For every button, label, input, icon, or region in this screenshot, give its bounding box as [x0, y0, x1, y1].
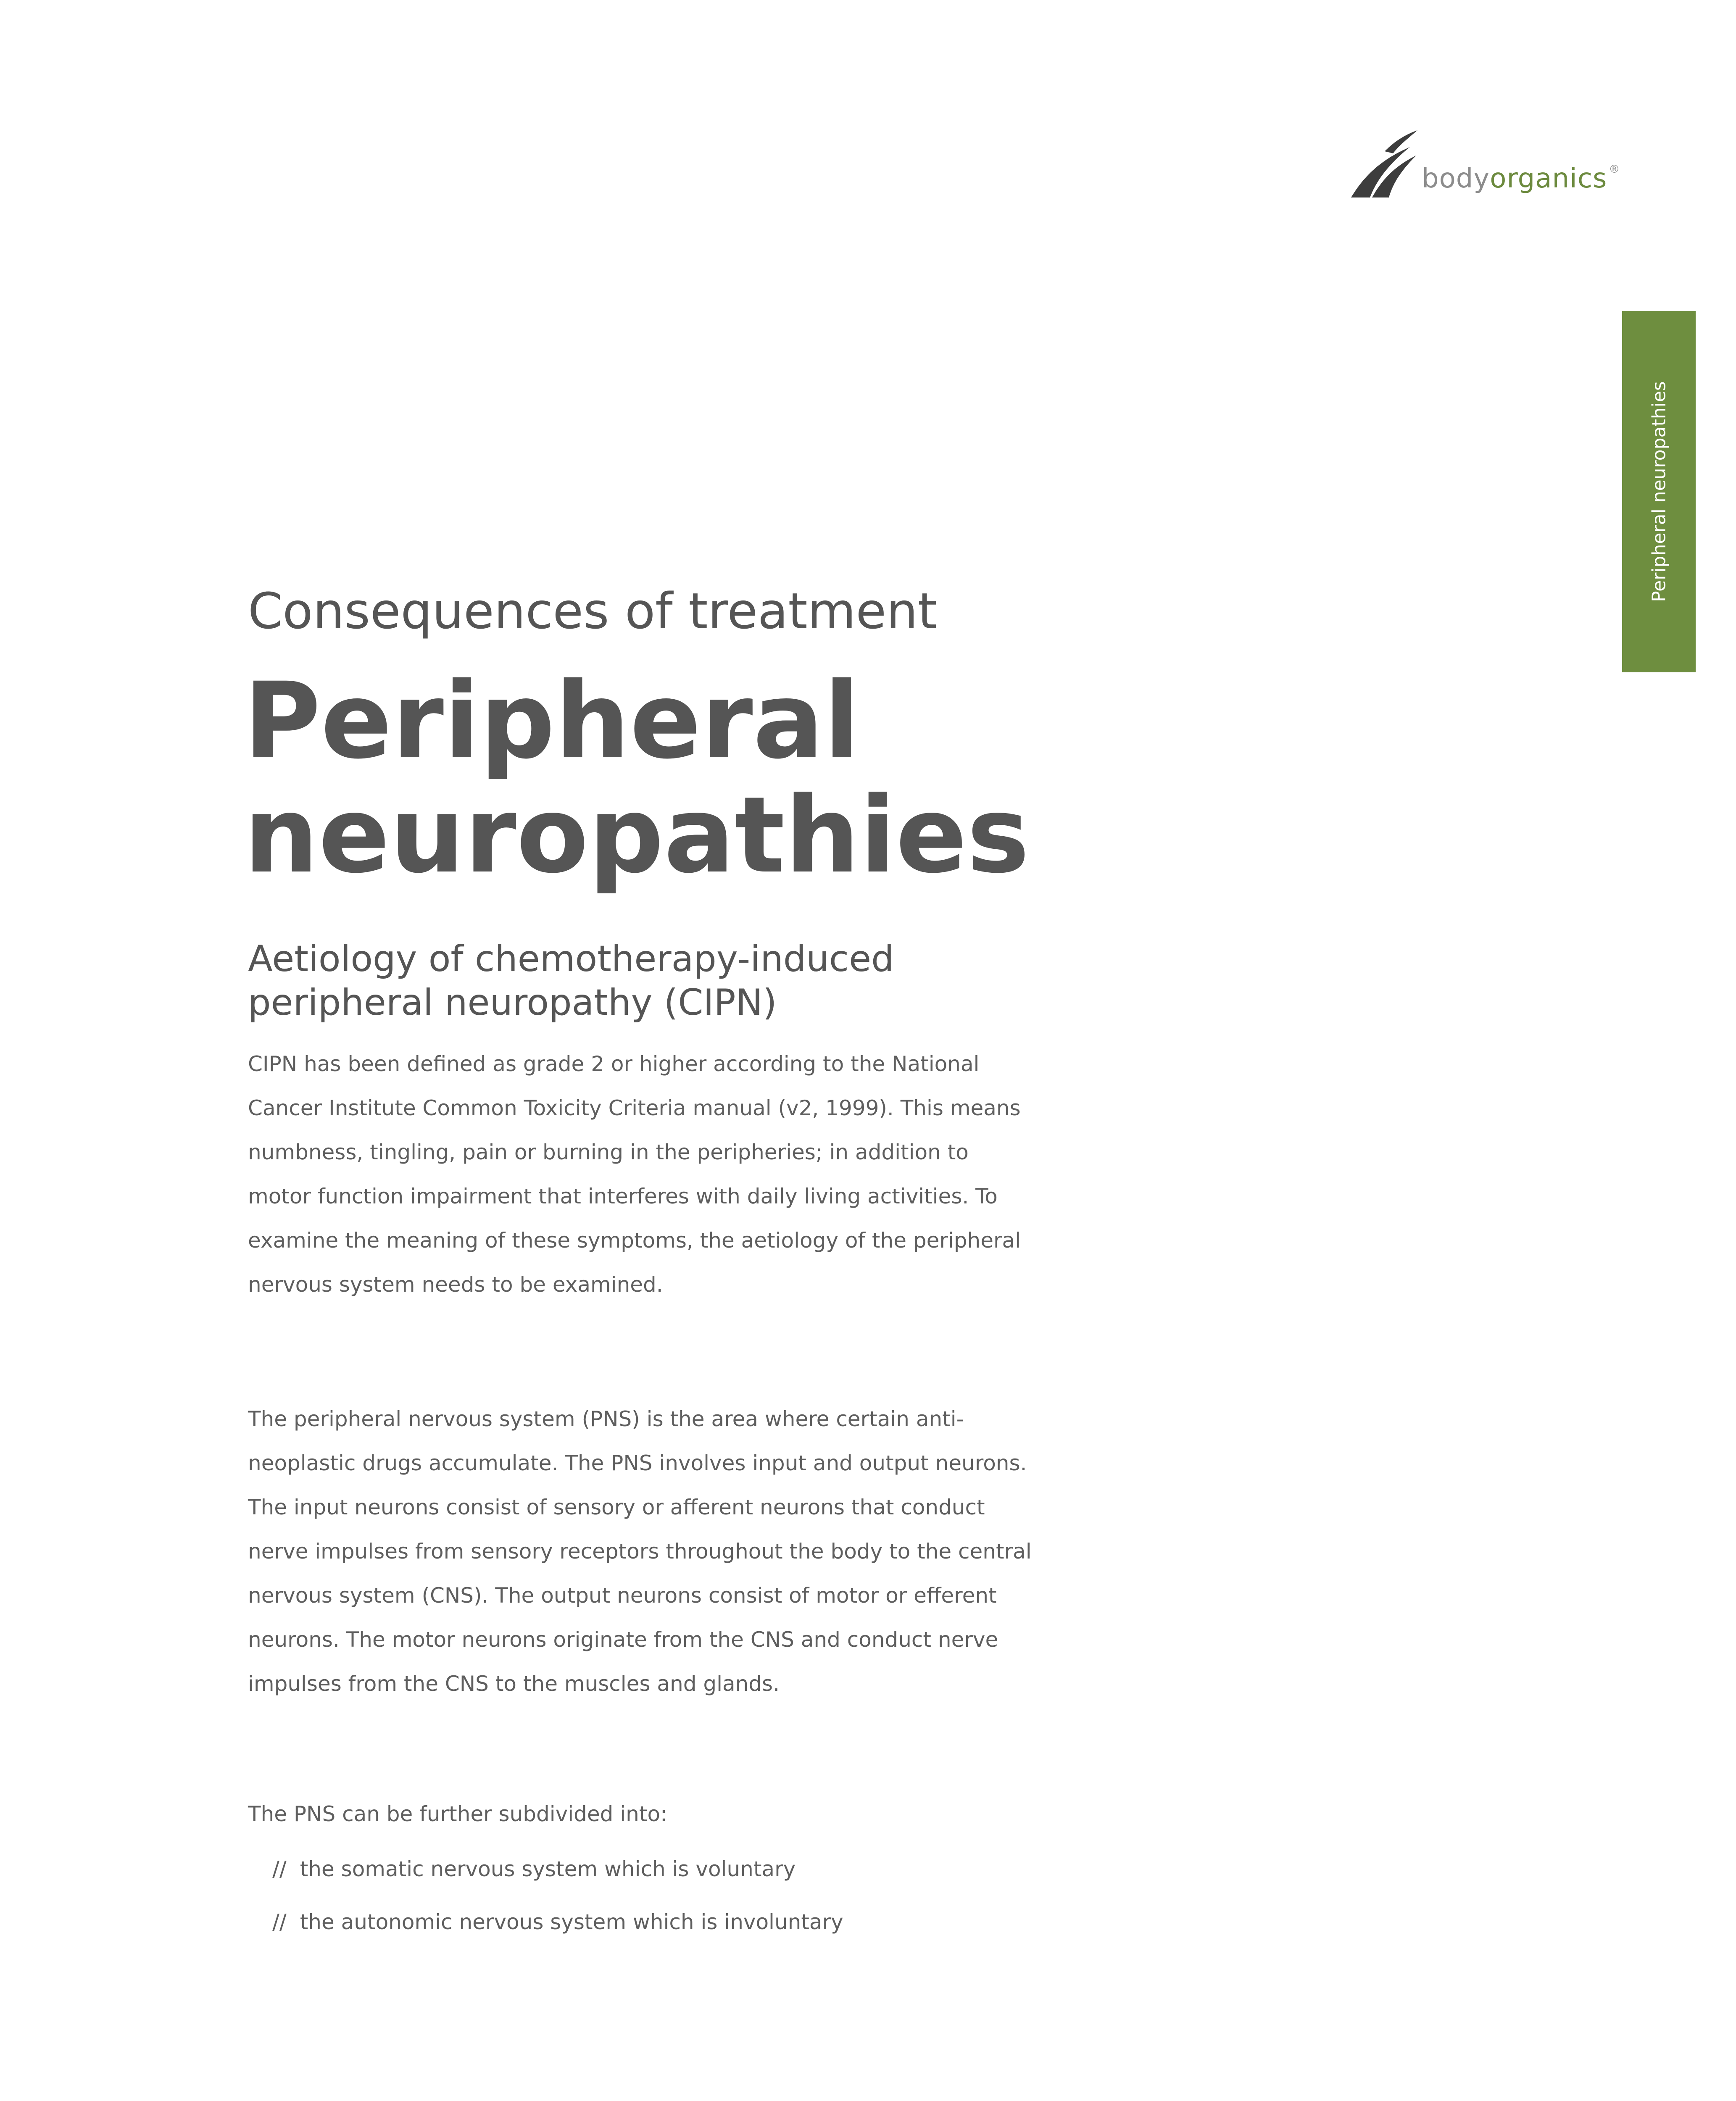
subdivision-list — [272, 1843, 843, 1948]
page-title — [244, 660, 1042, 896]
paragraph-pns-subdivision: The PNS can be further subdivided into: — [248, 1802, 667, 1826]
list-item-text: the autonomic nervous system which is involuntary — [300, 1910, 843, 1934]
page-title-line-2: neuropathies — [244, 774, 1030, 896]
paragraph-pns-description: The peripheral nervous system (PNS) is the area where certain anti-neoplastic drugs accumulate. The PNS involves input and output neurons. The input neurons consist of sensory or afferent neurons that conduct nerve impulses from sensory receptors throughout the body to the central nervous system (CNS). The output neurons consist of motor or efferent neurons. The motor neurons originate from the CNS and conduct nerve impulses from the CNS to the muscles and glands. — [248, 1407, 1032, 1696]
section-subheading — [248, 937, 1046, 1024]
logo-wordmark — [1422, 163, 1620, 194]
page-title-line-1: Peripheral — [244, 660, 860, 782]
list-item-text: the somatic nervous system which is voluntary — [300, 1857, 796, 1881]
logo-text-organics: organics — [1490, 163, 1607, 194]
logo-registered-mark: ® — [1609, 163, 1620, 176]
swoosh-logo-icon — [1347, 126, 1418, 206]
brand-logo — [1347, 126, 1641, 206]
section-kicker: Consequences of treatment — [248, 582, 938, 640]
list-item — [272, 1843, 843, 1896]
list-item — [272, 1896, 843, 1948]
side-tab-label: Peripheral neuropathies — [1648, 381, 1670, 602]
logo-text-body: body — [1422, 163, 1490, 194]
list-marker: // — [272, 1910, 287, 1934]
side-section-tab — [1622, 311, 1696, 672]
subheading-line-1: Aetiology of chemotherapy-induced — [248, 938, 894, 980]
list-marker: // — [272, 1857, 287, 1881]
subheading-line-2: peripheral neuropathy (CIPN) — [248, 982, 777, 1024]
paragraph-cipn-definition: CIPN has been defined as grade 2 or higher according to the National Cancer Institute Common Toxicity Criteria manual (v2, 1999). This means numbness, tingling, pain or burning in the peripheries; in addition to motor function impairment that interferes with daily living activities. To examine the meaning of these symptoms, the aetiology of the peripheral nervous system needs to be examined. — [248, 1052, 1021, 1297]
